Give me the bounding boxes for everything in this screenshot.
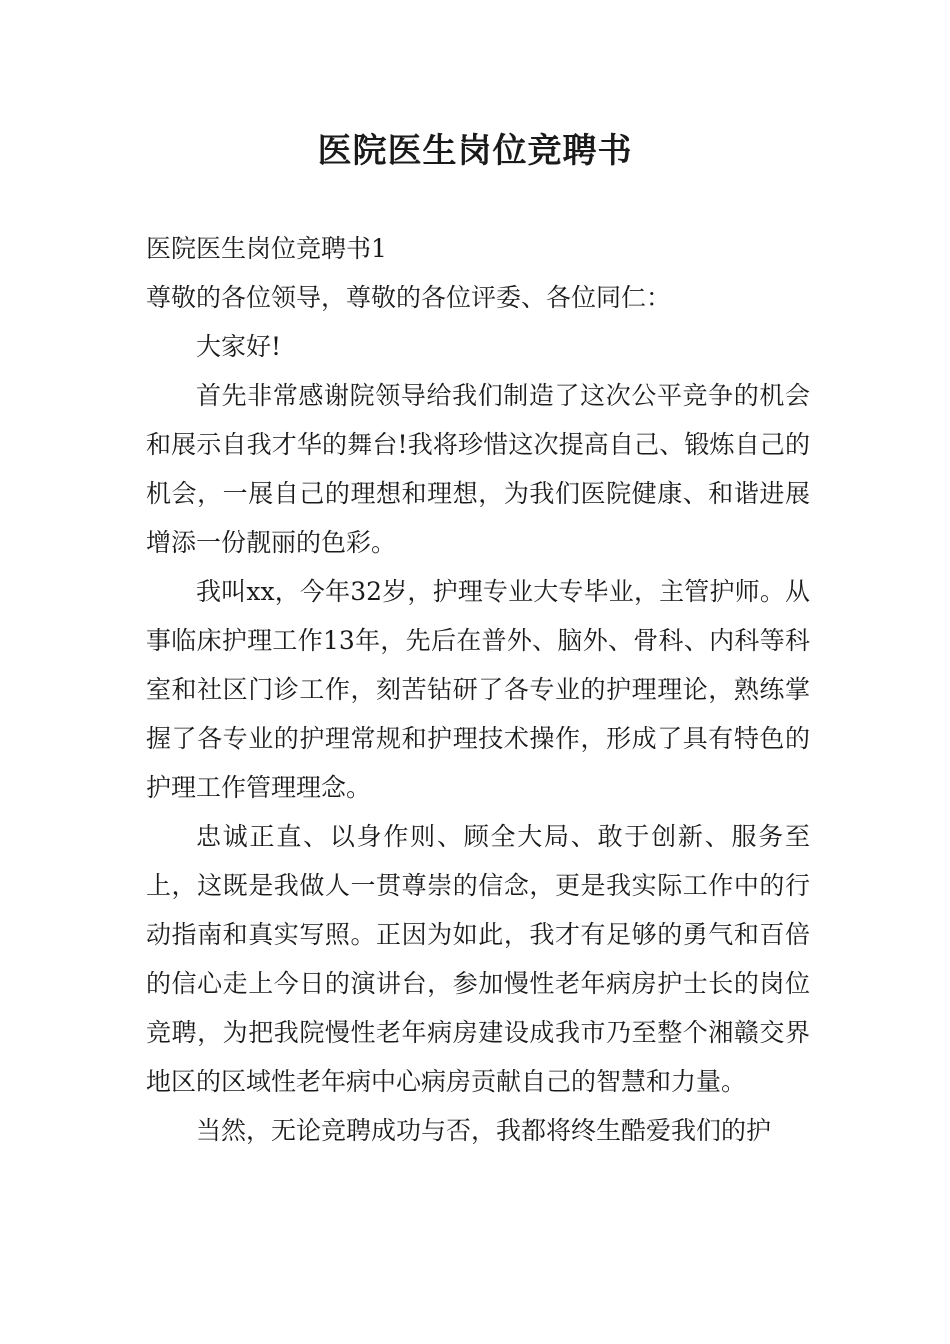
- body-paragraph: 当然，无论竞聘成功与否，我都将终生酷爱我们的护: [196, 1116, 772, 1145]
- document-title: 医院医生岗位竞聘书: [317, 131, 633, 171]
- greeting: 大家好!: [196, 332, 282, 361]
- body-paragraph: 我叫xx，今年32岁，护理专业大专毕业，主管护师。从事临床护理工作13年，先后在普外、脑外、骨科、内科等科室和社区门诊工作，刻苦钻研了各专业的护理理论，熟练掌握了各专业的护理常规和护理技术操作，形成了具有特色的护理工作管理理念。: [146, 577, 810, 802]
- section-heading: 医院医生岗位竞聘书1: [146, 234, 387, 263]
- body-paragraph: 首先非常感谢院领导给我们制造了这次公平竞争的机会和展示自我才华的舞台!我将珍惜这次提高自己、锻炼自己的机会，一展自己的理想和理想，为我们医院健康、和谐进展增添一份靓丽的色彩。: [146, 381, 810, 557]
- document-body: [146, 224, 810, 1155]
- salutation: 尊敬的各位领导，尊敬的各位评委、各位同仁：: [146, 283, 672, 312]
- body-paragraph: 忠诚正直、以身作则、顾全大局、敢于创新、服务至上，这既是我做人一贯尊崇的信念，更是我实际工作中的行动指南和真实写照。正因为如此，我才有足够的勇气和百倍的信心走上今日的演讲台，参加慢性老年病房护士长的岗位竞聘，为把我院慢性老年病房建设成我市乃至整个湘赣交界地区的区域性老年病中心病房贡献自己的智慧和力量。: [146, 822, 810, 1096]
